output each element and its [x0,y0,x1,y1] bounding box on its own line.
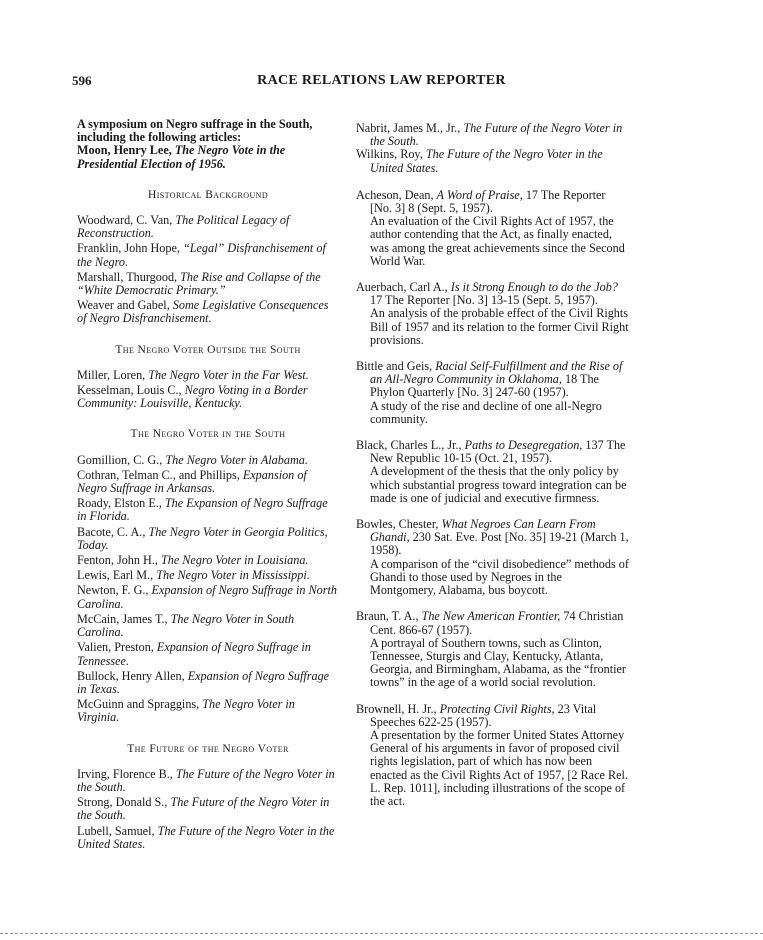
running-head: RACE RELATIONS LAW REPORTER [257,73,506,88]
list-item: Gomillion, C. G., The Negro Voter in Alabama. [77,452,308,467]
entry-annotation: A presentation by the former United States Attorney General of his arguments in favor of proposed civil rights legislation, part of which has now been enacted as the Civil Rights Act of 1957, [2 Race Rel. L. Rep. 1011], including illustrations of the scope of the act. [370,727,628,808]
list-item: Franklin, John Hope, “Legal” Disfranchisement of the Negro. [77,241,326,269]
entry-citation: Auerbach, Carl A., Is it Strong Enough to do the Job? 17 The Reporter [No. 3] 13-15 (Sept. 5, 1957). [356,280,618,308]
section-heading: The Future of the Negro Voter [127,742,289,755]
entry-annotation: A portrayal of Southern towns, such as Clinton, Tennessee, Sturgis and Clay, Kentucky, Atlanta, Georgia, and Birmingham, Alabama, as the “frontier towns” in the age of a world social revolution. [370,635,626,690]
entry-citation: Black, Charles L., Jr., Paths to Desegregation, 137 The New Republic 10-15 (Oct. 21, 1957). [356,438,626,466]
list-item: McCain, James T., The Negro Voter in South Carolina. [77,611,295,640]
list-item: Newton, F. G., Expansion of Negro Suffrage in North Carolina. [77,583,337,611]
list-item: Woodward, C. Van, The Political Legacy of Reconstruction. [77,213,290,241]
list-item: Bullock, Henry Allen, Expansion of Negro Suffrage in Texas. [77,668,330,696]
bibliography-entry [356,439,629,505]
list-item: Marshall, Thurgood, The Rise and Collapse of the “White Democratic Primary.” [77,269,321,298]
list-item: Weaver and Gabel, Some Legislative Consequences of Negro Disfranchisement. [77,298,329,326]
entry-annotation: An evaluation of the Civil Rights Act of 1957, the author contending that the Act, as finally enacted, was among the great achievements since the Second World War. [370,214,625,268]
right-column [356,122,629,821]
entry-citation: Braun, T. A., The New American Frontier, 74 Christian Cent. 866-67 (1957). [356,609,624,637]
list-item: Bacote, C. A., The Negro Voter in Georgia Politics, Today. [77,524,328,552]
left-column [77,118,339,853]
page-bottom-rule [0,933,763,935]
list-item: Roady, Elston E., The Expansion of Negro Suffrage in Florida. [77,496,328,524]
continued-entries [356,122,629,175]
entry-title: The Negro Vote in the Presidential Election of 1956. [77,143,286,171]
list-item: Kesselman, Louis C., Negro Voting in a Border Community: Louisville, Kentucky. [77,383,308,411]
section-heading: The Negro Voter in the South [130,428,286,441]
list-item: McGuinn and Spraggins, The Negro Voter in Virginia. [77,697,295,725]
entry-annotation: A development of the thesis that the only policy by which substantial progress toward integration can be made is one of judicial and executive firmness. [370,464,627,505]
list-item: Valien, Preston, Expansion of Negro Suffrage in Tennessee. [77,640,311,668]
list-item: Nabrit, James M., Jr., The Future of the Negro Voter in the South. [356,121,623,149]
list-item: Lubell, Samuel, The Future of the Negro Voter in the United States. [77,823,335,851]
entry-annotation: A study of the rise and decline of one all-Negro community. [370,398,602,426]
entry-annotation: An analysis of the probable effect of the Civil Rights Bill of 1957 and its relation to the former Civil Right provisions. [370,306,629,347]
list-item: Fenton, John H., The Negro Voter in Louisiana. [77,553,309,568]
list-item: Irving, Florence B., The Future of the Negro Voter in the South. [77,766,335,794]
entry-citation: Bowles, Chester, What Negroes Can Learn From Ghandi, 230 Sat. Eve. Post [No. 35] 19-21 (March 1, 1958). [356,517,629,558]
bibliography-entry [356,703,629,809]
section-heading: Historical Background [148,188,268,201]
bibliography-entry [356,610,629,689]
bibliography-entry [356,189,629,268]
entry-annotation: A comparison of the “civil disobedience” methods of Ghandi to those used by Negroes in the Montgomery, Alabama, bus boycott. [370,556,629,598]
list-item: Strong, Donald S., The Future of the Negro Voter in the South. [77,795,330,823]
symposium-entry [77,144,339,170]
entry-citation: Bittle and Geis, Racial Self-Fulfillment and the Rise of an All-Negro Community in Oklahoma, 18 The Phylon Quarterly [No. 3] 247-60 (1957). [356,359,623,400]
section-heading: The Negro Voter Outside the South [115,343,301,356]
entry-citation: Acheson, Dean, A Word of Praise, 17 The Reporter [No. 3] 8 (Sept. 5, 1957). [356,187,606,216]
bibliography-entry [356,360,629,426]
entry-author: Moon, Henry Lee, [77,143,175,158]
symposium-lead: A symposium on Negro suffrage in the South, including the following articles: [77,117,313,145]
bibliography-entry [356,518,629,597]
symposium-intro [77,118,339,171]
list-item: Cothran, Telman C., and Phillips, Expansion of Negro Suffrage in Arkansas. [77,467,307,496]
entry-citation: Brownell, H. Jr., Protecting Civil Rights, 23 Vital Speeches 622-25 (1957). [356,701,597,729]
bibliography-entry [356,281,629,347]
list-item: Miller, Loren, The Negro Voter in the Far West. [77,367,309,382]
list-item: Lewis, Earl M., The Negro Voter in Mississippi. [77,568,310,583]
page-number: 596 [72,73,92,88]
list-item: Wilkins, Roy, The Future of the Negro Voter in the United States. [356,147,603,175]
